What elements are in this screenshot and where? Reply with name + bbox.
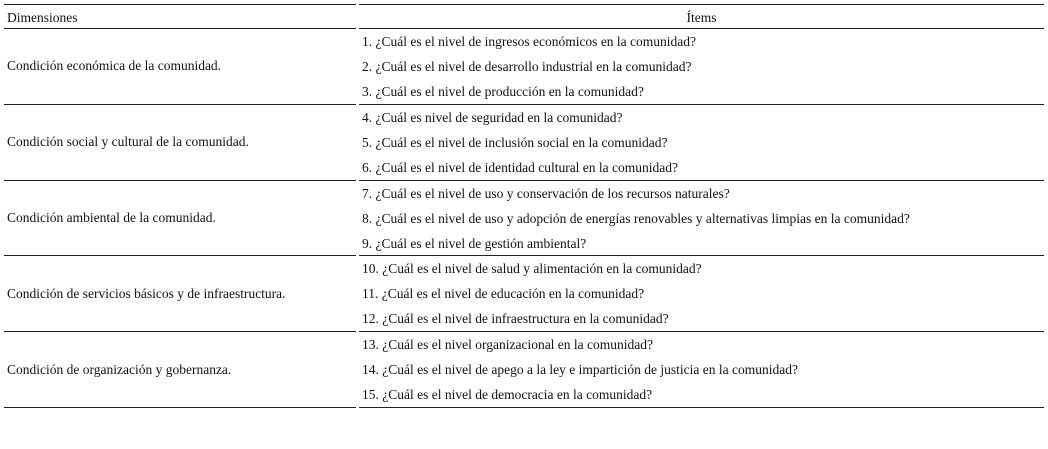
items-cell xyxy=(359,332,1044,408)
item-text: 9. ¿Cuál es el nivel de gestión ambiental? xyxy=(362,235,587,251)
dimension-cell: Condición social y cultural de la comunidad. xyxy=(4,105,356,181)
item-text: 3. ¿Cuál es el nivel de producción en la comunidad? xyxy=(362,84,644,99)
item-text: 4. ¿Cuál es nivel de seguridad en la comunidad? xyxy=(362,109,623,125)
header-dimensions: Dimensiones xyxy=(4,4,356,29)
items-cell xyxy=(359,29,1044,105)
dimension-cell: Condición económica de la comunidad. xyxy=(4,29,356,105)
dimension-cell: Condición de servicios básicos y de infraestructura. xyxy=(4,256,356,332)
item-text: 8. ¿Cuál es el nivel de uso y adopción de energías renovables y alternativas limpias en la comunidad? xyxy=(362,210,910,226)
item-text: 13. ¿Cuál es el nivel organizacional en la comunidad? xyxy=(362,337,654,353)
item-text: 12. ¿Cuál es el nivel de infraestructura en la comunidad? xyxy=(362,311,669,327)
table-header-row xyxy=(4,4,1044,29)
item-text: 14. ¿Cuál es el nivel de apego a la ley e impartición de justicia en la comunidad? xyxy=(362,362,798,378)
items-cell xyxy=(359,256,1044,332)
item-text: 1. ¿Cuál es el nivel de ingresos económicos en la comunidad? xyxy=(362,34,697,49)
item-text: 15. ¿Cuál es el nivel de democracia en la comunidad? xyxy=(362,387,653,403)
dimension-cell: Condición de organización y gobernanza. xyxy=(4,332,356,408)
table-row-group xyxy=(4,332,1044,408)
table-row-group xyxy=(4,181,1044,257)
items-cell xyxy=(359,181,1044,257)
item-text: 5. ¿Cuál es el nivel de inclusión social en la comunidad? xyxy=(362,134,668,150)
items-cell xyxy=(359,105,1044,181)
item-text: 7. ¿Cuál es el nivel de uso y conservación de los recursos naturales? xyxy=(362,185,730,201)
item-text: 10. ¿Cuál es el nivel de salud y alimentación en la comunidad? xyxy=(362,261,702,277)
item-text: 2. ¿Cuál es el nivel de desarrollo industrial en la comunidad? xyxy=(362,59,692,74)
dimensions-items-table xyxy=(4,4,1044,408)
item-text: 11. ¿Cuál es el nivel de educación en la comunidad? xyxy=(362,286,645,302)
table-row-group xyxy=(4,29,1044,105)
header-items: Ítems xyxy=(359,4,1044,29)
dimension-cell: Condición ambiental de la comunidad. xyxy=(4,181,356,257)
item-text: 6. ¿Cuál es el nivel de identidad cultural en la comunidad? xyxy=(362,159,679,175)
table-row-group xyxy=(4,256,1044,332)
table-row-group xyxy=(4,105,1044,181)
